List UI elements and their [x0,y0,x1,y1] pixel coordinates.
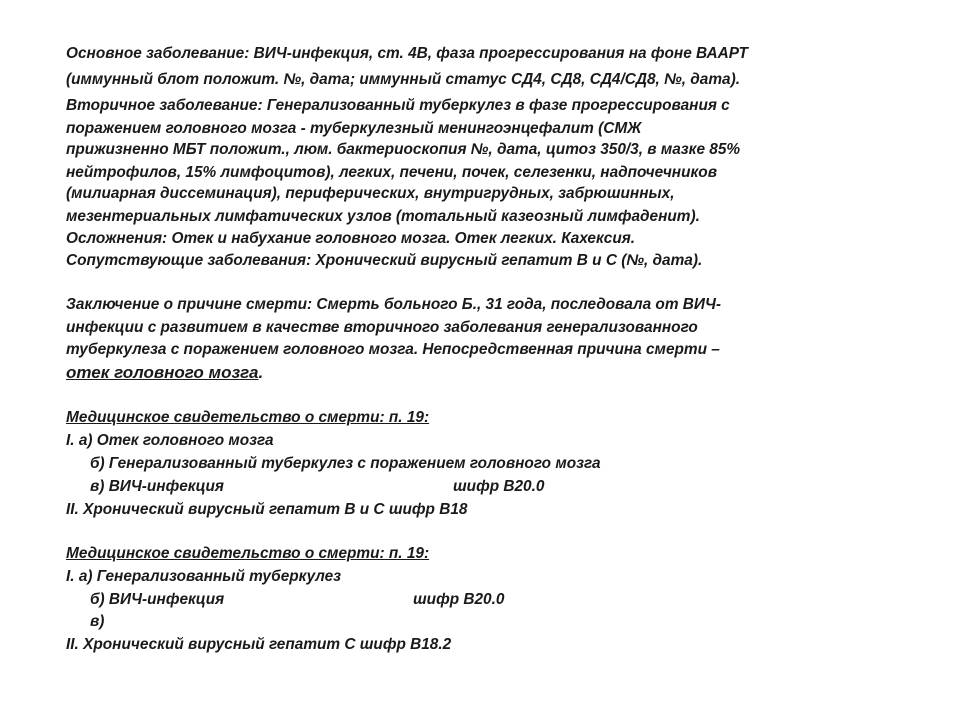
secondary-disease-line-3: прижизненно МБТ положит., люм. бактериоскопия №, дата, цитоз 350/3, в мазке 85% [66,141,741,158]
certificate-1-line-c-label: в) ВИЧ-инфекция [90,478,224,495]
concomitant-diseases-line: Сопутствующие заболевания: Хронический вирусный гепатит В и С (№, дата). [66,252,703,269]
certificate-1-line-b: б) Генерализованный туберкулез с поражением головного мозга [90,455,601,472]
conclusion-line-2: инфекции с развитием в качестве вторичного заболевания генерализованного [66,319,698,336]
certificate-2-line-ii: II. Хронический вирусный гепатит С шифр В18.2 [66,636,452,653]
secondary-disease-line-2: поражением головного мозга - туберкулезный менингоэнцефалит (СМЖ [66,120,642,137]
complications-line: Осложнения: Отек и набухание головного мозга. Отек легких. Кахексия. [66,230,636,247]
certificate-2-line-c: в) [90,613,105,630]
main-disease-line-2: (иммунный блот положит. №, дата; иммунный статус СД4, СД8, СД4/СД8, №, дата). [66,71,741,88]
certificate-1-line-c-code: шифр В20.0 [453,478,545,495]
certificate-2-line-b-label: б) ВИЧ-инфекция [90,591,225,608]
certificate-1-title: Медицинское свидетельство о смерти: п. 19: [66,409,430,426]
secondary-disease-line-4: нейтрофилов, 15% лимфоцитов), легких, печени, почек, селезенки, надпочечников [66,164,717,181]
certificate-1-line-ii: II. Хронический вирусный гепатит В и С шифр В18 [66,501,468,518]
secondary-disease-line-1: Вторичное заболевание: Генерализованный туберкулез в фазе прогрессирования с [66,97,730,114]
conclusion-line-1: Заключение о причине смерти: Смерть больного Б., 31 года, последовала от ВИЧ- [66,296,721,313]
certificate-2-line-a: I. а) Генерализованный туберкулез [66,568,341,585]
conclusion-final-period: . [258,363,264,382]
conclusion-line-3: туберкулеза с поражением головного мозга. Непосредственная причина смерти – [66,341,720,358]
main-disease-line-1: Основное заболевание: ВИЧ-инфекция, ст. 4В, фаза прогрессирования на фоне ВААРТ [66,45,748,62]
secondary-disease-line-5: (милиарная диссеминация), периферических, внутригрудных, забрюшинных, [66,185,675,202]
immediate-cause-of-death: отек головного мозга [66,363,259,382]
conclusion-final-line [66,363,263,383]
secondary-disease-line-6: мезентериальных лимфатических узлов (тотальный казеозный лимфаденит). [66,208,700,225]
certificate-2-line-b-code: шифр В20.0 [413,591,505,608]
certificate-2-title: Медицинское свидетельство о смерти: п. 19: [66,545,430,562]
certificate-1-line-a: I. а) Отек головного мозга [66,432,274,449]
